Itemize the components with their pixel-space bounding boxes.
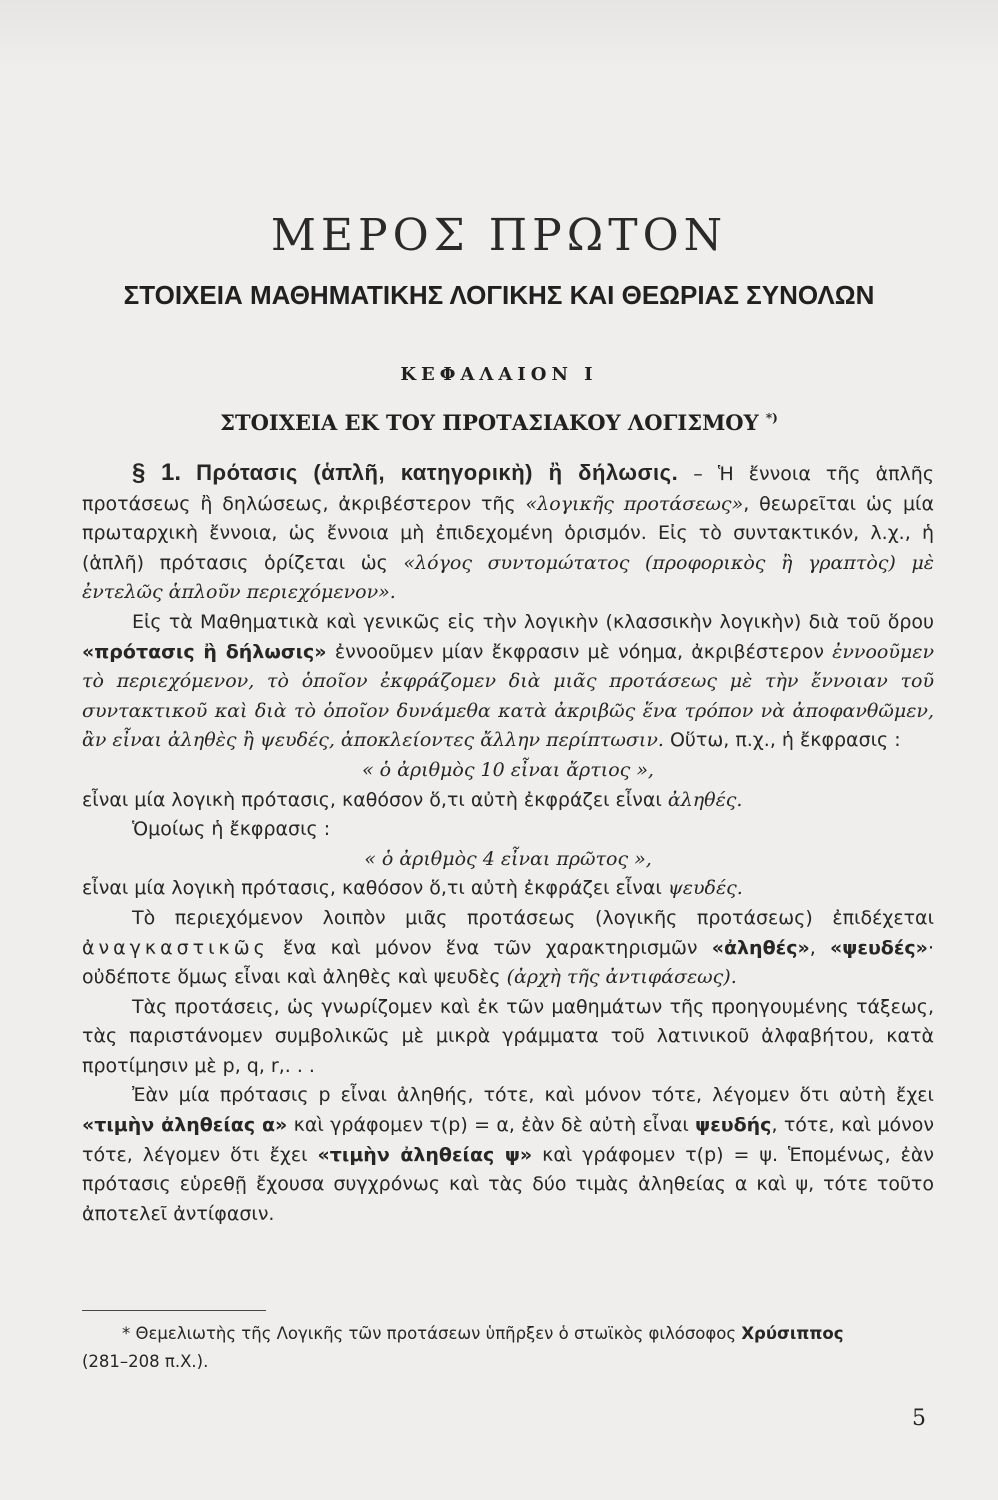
italic-span: ψευδές. [667,877,743,900]
text-span: Εἰς τὰ Μαθηματικὰ καὶ γενικῶς εἰς τὴν λογικὴν (κλασσικὴν λογικὴν) διὰ τοῦ ὅρου [132,610,934,633]
text-span: Οὕτω, π.χ., ἡ ἔκφρασις : [663,729,901,752]
text-span: ἕνα καὶ μόνον ἕνα τῶν χαρακτηρισμῶν [268,936,712,959]
text-span: εἶναι μία λογικὴ πρότασις, καθόσον ὅ,τι αὐτὴ ἐκφράζει εἶναι [82,788,668,811]
text-span: καὶ γράφομεν τ(p) = α, ἐὰν δὲ αὐτὴ εἶναι [287,1114,696,1137]
bold-span: «ἀληθές» [711,936,810,959]
footnote-mark: * [122,1324,131,1343]
chapter-label: ΚΕΦΑΛΑΙΟΝ Ι [400,364,598,385]
bold-span: «τιμὴν ἀληθείας ψ» [317,1143,533,1166]
paragraph-4: Ὁμοίως ἡ ἔκφρασις : [132,818,331,841]
paragraph-6 [82,904,934,993]
example-2: « ὁ ἀριθμὸς 4 εἶναι πρῶτος », [364,847,652,870]
text-span: Θεμελιωτὴς τῆς Λογικῆς τῶν προτάσεων ὑπῆρξεν ὁ στωϊκὸς φιλόσοφος [130,1324,742,1343]
italic-span: ἐννοοῦμεν τὸ περιεχόμενον, τὸ ὁποῖον ἐκφράζομεν διὰ μιᾶς προτάσεως μὲ τὴν ἔννοιαν τοῦ συντακτικοῦ καὶ διὰ τὸ ὁποῖον δυνάμεθα κατὰ ἀκριβῶς ἕνα τρόπον νὰ ἀποφανθῶμεν, ἂν εἶναι ἀληθὲς ἢ ψευδές, ἀποκλείοντες ἄλλην περίπτωσιν. [82,640,934,752]
text-span: ἐννοοῦμεν μίαν ἔκφρασιν μὲ νόημα, ἀκριβέστερον [326,640,833,663]
text-span: , θεωρεῖται ὡς μία πρωταρχικὴ ἔννοια, ὡς ἔννοια μὴ ἐπιδεχομένη ὁρισμόν. Εἰς τὸ συντακτικόν, λ.χ., ἡ (ἁπλῆ) πρότασις ὁρίζεται ὡς [82,492,934,574]
spaced-span: ἀναγκαστικῶς [82,936,269,959]
section-title: Πρότασις (ἁπλῆ, κατηγορικὴ) ἢ δήλωσις. [196,460,679,485]
page-number: 5 [912,1406,926,1431]
text-span: Τὸ περιεχόμενον λοιπὸν μιᾶς προτάσεως (λογικῆς προτάσεως) ἐπιδέχεται [132,906,934,929]
part-subtitle: ΣΤΟΙΧΕΙΑ ΜΑΘΗΜΑΤΙΚΗΣ ΛΟΓΙΚΗΣ ΚΑΙ ΘΕΩΡΙΑΣ ΣΥΝΟΛΩΝ [123,280,875,310]
bold-span: «ψευδές» [830,936,928,959]
example-1: « ὁ ἀριθμὸς 10 εἶναι ἄρτιος », [362,758,654,781]
bold-span: «τιμὴν ἀληθείας α» [82,1114,288,1137]
italic-span: ἀληθές. [667,788,743,811]
text-span: · οὐδέποτε ὅμως εἶναι καὶ ἀληθὲς καὶ ψευδὲς [82,936,934,989]
text-span: (281–208 π.Χ.). [82,1352,209,1371]
paragraph-8 [82,1081,934,1229]
paragraph-1 [82,458,934,608]
italic-span: «λόγος συντομώτατος (προφορικὸς ἢ γραπτὸς) μὲ ἐντελῶς ἁπλοῦν περιεχόμενον». [82,551,935,604]
text-span: , [809,936,831,959]
paragraph-3 [82,786,934,816]
text-span: Ἐὰν μία πρότασις p εἶναι ἀληθής, τότε, καὶ μόνον τότε, λέγομεν ὅτι αὐτὴ ἔχει [132,1084,934,1107]
body-text [82,458,934,1229]
part-title: ΜΕΡΟΣ ΠΡΩΤΟΝ [270,210,728,261]
text-span: , τότε, καὶ μόνον τότε, λέγομεν ὅτι ἔχει [82,1114,935,1166]
paragraph-5 [82,874,934,904]
bold-span: Χρύσιππος [741,1324,844,1343]
scan-shadow [0,0,998,70]
chapter-footnote-mark: *) [765,411,778,425]
bold-span: ψευδής [695,1114,772,1137]
footnote [82,1320,934,1376]
text-span: εἶναι μία λογικὴ πρότασις, καθόσον ὅ,τι αὐτὴ ἐκφράζει εἶναι [82,877,668,900]
chapter-title-text: ΣΤΟΙΧΕΙΑ ΕΚ ΤΟΥ ΠΡΟΤΑΣΙΑΚΟΥ ΛΟΓΙΣΜΟΥ [220,410,759,435]
text-span: καὶ γράφομεν τ(p) = ψ. Ἑπομένως, ἐὰν πρότασις εὑρεθῇ ἔχουσα συγχρόνως καὶ τὰς δύο τιμὰς ἀληθείας α καὶ ψ, τότε τοῦτο ἀποτελεῖ ἀντίφασιν. [82,1143,934,1225]
paragraph-7: Τὰς προτάσεις, ὡς γνωρίζομεν καὶ ἐκ τῶν μαθημάτων τῆς προηγουμένης τάξεως, τὰς παριστάνομεν συμβολικῶς μὲ μικρὰ γράμματα τοῦ λατινικοῦ ἀλφαβήτου, κατὰ προτίμησιν μὲ p, q, r,. . . [82,995,934,1077]
text-span: – Ἡ ἔννοια τῆς ἁπλῆς προτάσεως ἢ δηλώσεως, ἀκριβέστερον τῆς [82,463,934,515]
section-mark: § 1. [132,459,182,486]
footnote-rule [82,1310,266,1311]
chapter-title [0,410,998,435]
bold-span: «πρότασις ἢ δήλωσις» [82,640,327,663]
italic-span: (ἀρχὴ τῆς ἀντιφάσεως). [506,966,737,989]
paragraph-2 [82,608,934,756]
italic-span: «λογικῆς προτάσεως» [525,492,744,515]
